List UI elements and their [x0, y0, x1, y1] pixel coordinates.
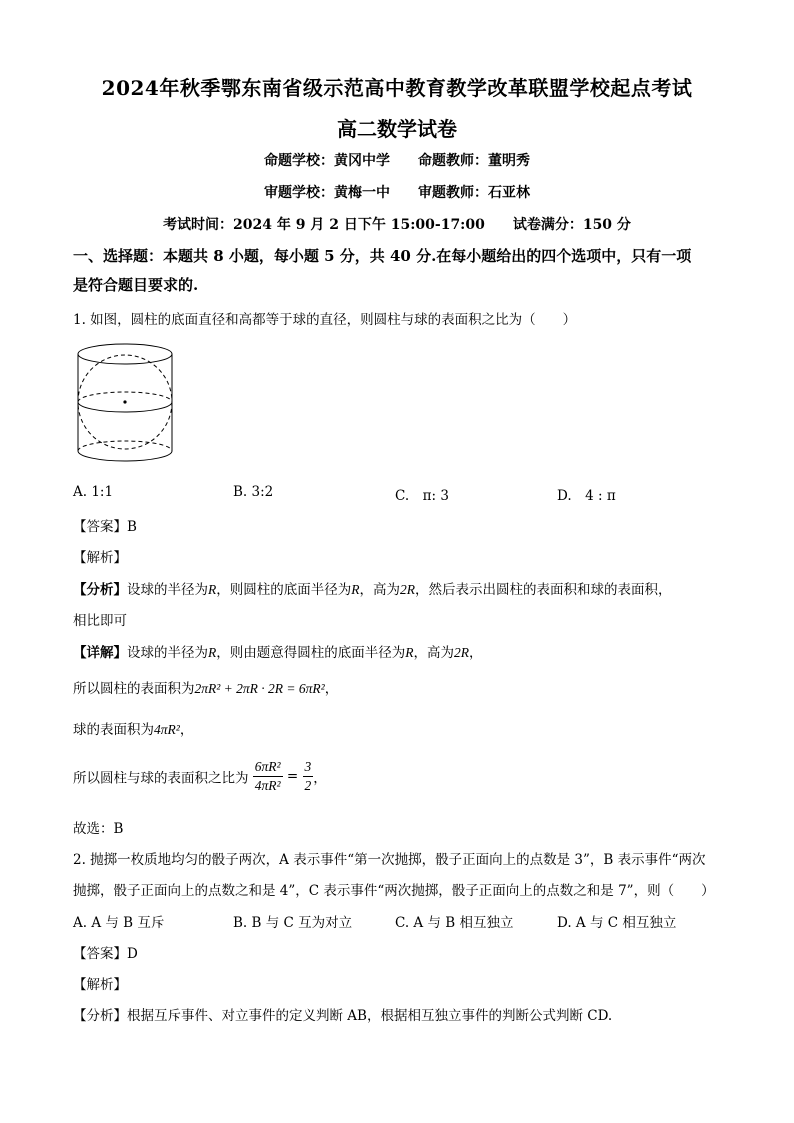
q1-analysis-label: 【解析】: [73, 550, 127, 566]
ratio-fraction: $\frac{\text{6πR²}}{\text{4πR²}}$: [254, 759, 281, 793]
cylinder-area-formula: 2πR² + 2πR · 2R = 6πR²: [194, 681, 325, 696]
exam-subtitle: 高二数学试卷: [337, 117, 457, 141]
q1-option-d: D. 4 : π: [557, 488, 616, 504]
q1-step3: 所以圆柱与球的表面积之比为 $\frac{\text{6πR²}}{\text{4πR²}}$ = $\frac{3}{2}$ ，: [73, 759, 327, 793]
cylinder-bottom-front: [78, 451, 172, 461]
ratio-result: $\frac{3}{2}$: [304, 759, 312, 793]
q1-option-b: B. 3:2: [233, 484, 274, 500]
q1-option-c: C. π: 3: [395, 488, 449, 504]
q1-option-a: A. 1:1: [73, 484, 114, 500]
q1-fenxi-cont: 相比即可: [73, 613, 127, 629]
section-heading-cont: 是符合题目要求的.: [73, 276, 199, 294]
q1-conclusion: 故选：B: [73, 821, 124, 837]
q2-answer: 【答案】D: [73, 946, 138, 962]
author-line: 命题学校：黄冈中学 命题教师：董明秀: [264, 153, 530, 169]
exam-title: 2024年秋季鄂东南省级示范高中教育教学改革联盟学校起点考试: [101, 76, 693, 100]
q1-stem: 1. 如图，圆柱的底面直径和高都等于球的直径，则圆柱与球的表面积之比为（ ）: [73, 312, 577, 328]
q2-option-a: A. A 与 B 互斥: [73, 915, 165, 931]
cylinder-top: [78, 344, 172, 364]
q1-xiangjie: 【详解】设球的半径为R，则由题意得圆柱的底面半径为R，高为2R，: [73, 645, 483, 661]
fenxi-tag: 【分析】: [73, 582, 127, 598]
q1-fenxi: 【分析】设球的半径为R，则圆柱的底面半径为R，高为2R，然后表示出圆柱的表面积和球的表面积，: [73, 582, 672, 598]
q2-stem-line1: 2. 抛掷一枚质地均匀的骰子两次，A 表示事件“第一次抛掷，骰子正面向上的点数是 3”，B 表示事件“两次: [73, 852, 706, 868]
sphere-area-formula: 4πR²: [154, 722, 180, 737]
section-heading: 一、选择题：本题共 8 小题，每小题 5 分，共 40 分.在每小题给出的四个选项中，只有一项: [73, 247, 692, 265]
q2-stem-line2: 抛掷，骰子正面向上的点数之和是 4”，C 表示事件“两次抛掷，骰子正面向上的点数之和是 7”，则（ ）: [73, 883, 715, 899]
xiangjie-tag: 【详解】: [73, 645, 127, 661]
q2-option-b: B. B 与 C 互为对立: [233, 915, 353, 931]
sphere-center: [123, 400, 126, 403]
q1-answer: 【答案】B: [73, 519, 137, 535]
q2-option-c: C. A 与 B 相互独立: [395, 915, 514, 931]
q2-option-d: D. A 与 C 相互独立: [557, 915, 677, 931]
q2-fenxi: 【分析】根据互斥事件、对立事件的定义判断 AB，根据相互独立事件的判断公式判断 CD.: [73, 1008, 613, 1024]
q1-step1: 所以圆柱的表面积为2πR² + 2πR · 2R = 6πR²，: [73, 681, 339, 697]
q1-step2: 球的表面积为4πR²，: [73, 722, 194, 738]
exam-time-line: 考试时间：2024 年 9 月 2 日下午 15:00-17:00 试卷满分：150 分: [163, 217, 631, 233]
q2-analysis-label: 【解析】: [73, 977, 127, 993]
reviewer-line: 审题学校：黄梅一中 审题教师：石亚林: [264, 185, 530, 201]
cylinder-sphere-figure: [74, 342, 176, 464]
